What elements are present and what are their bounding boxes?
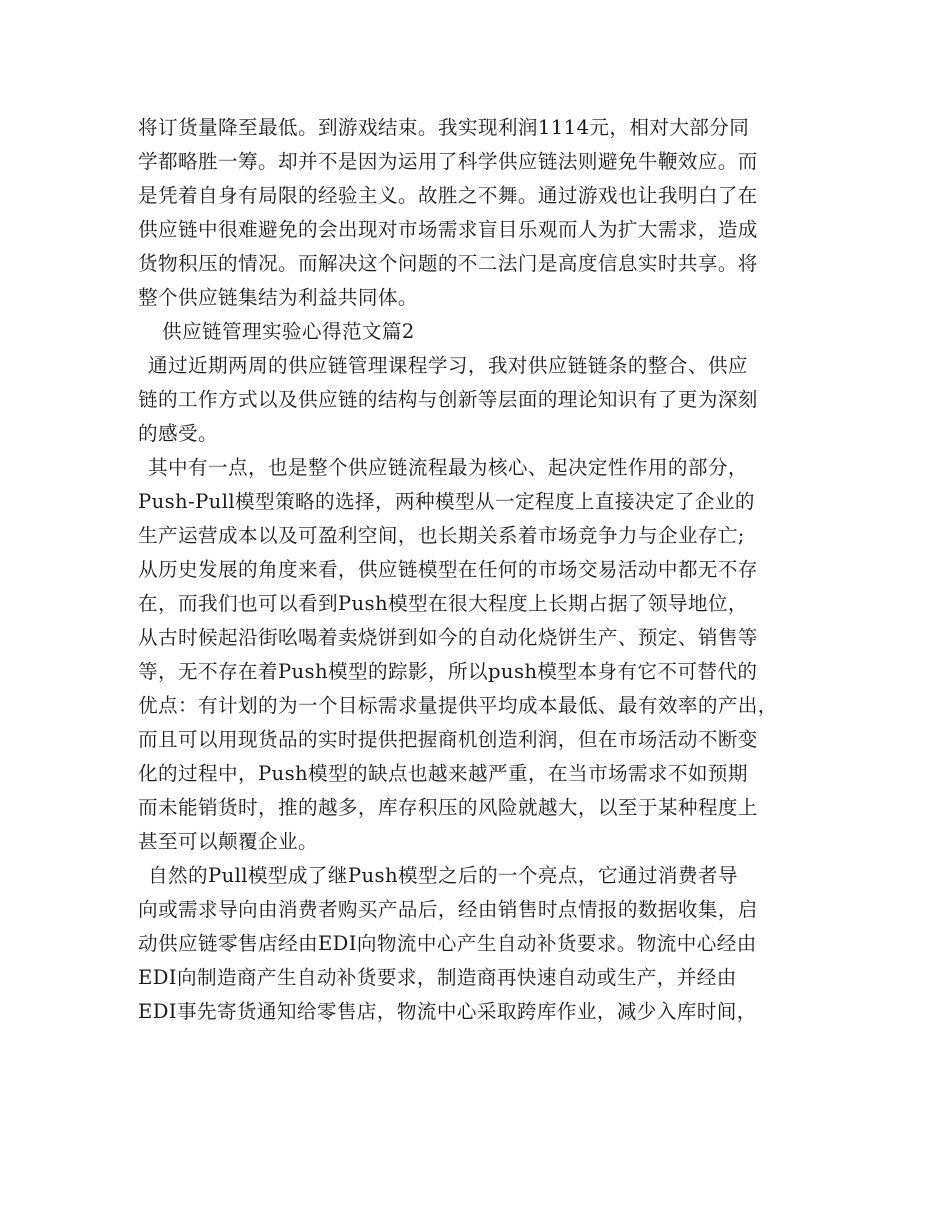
paragraph-course-intro — [138, 349, 818, 383]
section-heading: 供应链管理实验心得范文篇2 — [162, 320, 415, 343]
text-line: 甚至可以颠覆企业。 — [138, 830, 318, 853]
text-line: 链的工作方式以及供应链的结构与创新等层面的理论知识有了更为深刻 — [138, 388, 758, 411]
text-line: 生产运营成本以及可盈利空间，也长期关系着市场竞争力与企业存亡; — [138, 524, 745, 547]
text-line: 学都略胜一筹。却并不是因为运用了科学供应链法则避免牛鞭效应。而 — [138, 150, 758, 173]
text-line: 在，而我们也可以看到Push模型在很大程度上长期占据了领导地位， — [138, 592, 748, 615]
text-line: 供应链中很难避免的会出现对市场需求盲目乐观而人为扩大需求，造成 — [138, 218, 758, 241]
text-line: 从历史发展的角度来看，供应链模型在任何的市场交易活动中都无不存 — [138, 558, 758, 581]
text-line: 而未能销货时，推的越多，库存积压的风险就越大，以至于某种程度上 — [138, 796, 758, 819]
document-page — [138, 111, 818, 1029]
text-line: EDI向制造商产生自动补货要求，制造商再快速自动或生产，并经由 — [138, 966, 737, 989]
text-line: 是凭着自身有局限的经验主义。故胜之不舞。通过游戏也让我明白了在 — [138, 184, 758, 207]
text-line: EDI事先寄货通知给零售店，物流中心采取跨库作业，减少入库时间， — [138, 1000, 757, 1023]
text-line: 向或需求导向由消费者购买产品后，经由销售时点情报的数据收集，启 — [138, 898, 758, 921]
text-line: 动供应链零售店经由EDI向物流中心产生自动补货要求。物流中心经由 — [138, 932, 757, 955]
text-line: 自然的Pull模型成了继Push模型之后的一个亮点，它通过消费者导 — [148, 864, 738, 887]
text-line: 优点：有计划的为一个目标需求量提供平均成本最低、最有效率的产出， — [138, 694, 778, 717]
paragraph-pull-model — [138, 859, 818, 893]
text-line: 化的过程中，Push模型的缺点也越来越严重，在当市场需求不如预期 — [138, 762, 748, 785]
text-line: 而且可以用现货品的实时提供把握商机创造利润，但在市场活动不断变 — [138, 728, 758, 751]
paragraph-profit-summary — [138, 111, 818, 315]
text-line: 其中有一点，也是整个供应链流程最为核心、起决定性作用的部分， — [148, 456, 748, 479]
text-line: 的感受。 — [138, 422, 218, 445]
text-line: 将订货量降至最低。到游戏结束。我实现利润1114元，相对大部分同 — [138, 116, 750, 139]
paragraph-push-pull — [138, 451, 818, 485]
text-line: 货物积压的情况。而解决这个问题的不二法门是高度信息实时共享。将 — [138, 252, 758, 275]
text-line: 通过近期两周的供应链管理课程学习，我对供应链链条的整合、供应 — [148, 354, 748, 377]
text-line: 整个供应链集结为利益共同体。 — [138, 286, 418, 309]
text-line: Push-Pull模型策略的选择，两种模型从一定程度上直接决定了企业的 — [138, 490, 755, 513]
text-line: 等，无不存在着Push模型的踪影，所以push模型本身有它不可替代的 — [138, 660, 758, 683]
text-line: 从古时候起沿街吆喝着卖烧饼到如今的自动化烧饼生产、预定、销售等 — [138, 626, 758, 649]
